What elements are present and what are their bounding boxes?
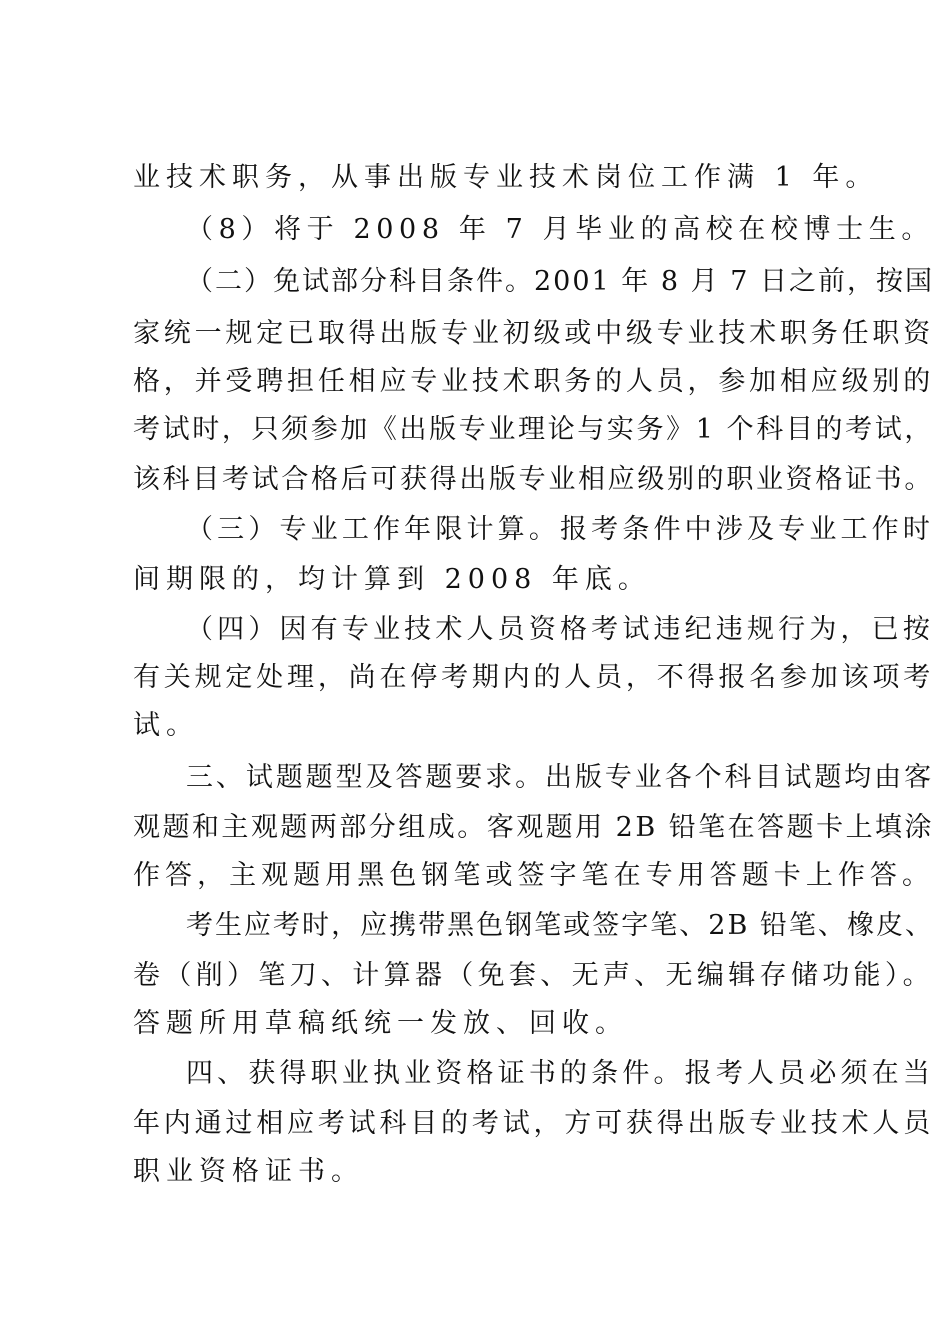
paragraph-line: 观题和主观题两部分组成。客观题用 2B 铅笔在答题卡上填涂 bbox=[133, 812, 934, 843]
paragraph-line: 考试时，只须参加《出版专业理论与实务》1 个科目的考试， bbox=[133, 414, 934, 445]
paragraph-line: 有关规定处理，尚在停考期内的人员，不得报名参加该项考 bbox=[133, 662, 934, 693]
paragraph-line: 年内通过相应考试科目的考试，方可获得出版专业技术人员 bbox=[133, 1108, 934, 1139]
paragraph-line: 间期限的，均计算到 2008 年底。 bbox=[133, 564, 651, 595]
paragraph-line: 作答，主观题用黑色钢笔或签字笔在专用答题卡上作答。 bbox=[133, 860, 934, 891]
paragraph-line: （三）专业工作年限计算。报考条件中涉及专业工作时 bbox=[186, 514, 934, 545]
paragraph-line: 答题所用草稿纸统一发放、回收。 bbox=[133, 1008, 628, 1039]
paragraph-line: 该科目考试合格后可获得出版专业相应级别的职业资格证书。 bbox=[133, 464, 934, 495]
paragraph-line: 卷（削）笔刀、计算器（免套、无声、无编辑存储功能）。 bbox=[133, 960, 934, 991]
paragraph-line: 四、获得职业执业资格证书的条件。报考人员必须在当 bbox=[186, 1058, 934, 1089]
paragraph-line: （四）因有专业技术人员资格考试违纪违规行为，已按 bbox=[186, 614, 934, 645]
paragraph-line: 格，并受聘担任相应专业技术职务的人员，参加相应级别的 bbox=[133, 366, 934, 397]
paragraph-line: （二）免试部分科目条件。2001 年 8 月 7 日之前，按国 bbox=[186, 266, 934, 297]
paragraph-line: 三、试题题型及答题要求。出版专业各个科目试题均由客 bbox=[186, 762, 934, 793]
paragraph-line: 职业资格证书。 bbox=[133, 1156, 364, 1187]
paragraph-line: 试。 bbox=[133, 710, 199, 741]
paragraph-line: （8）将于 2008 年 7 月毕业的高校在校博士生。 bbox=[186, 214, 934, 245]
paragraph-line: 家统一规定已取得出版专业初级或中级专业技术职务任职资 bbox=[133, 318, 934, 349]
paragraph-line: 考生应考时，应携带黑色钢笔或签字笔、2B 铅笔、橡皮、 bbox=[186, 910, 934, 941]
paragraph-line: 业技术职务，从事出版专业技术岗位工作满 1 年。 bbox=[133, 162, 879, 193]
